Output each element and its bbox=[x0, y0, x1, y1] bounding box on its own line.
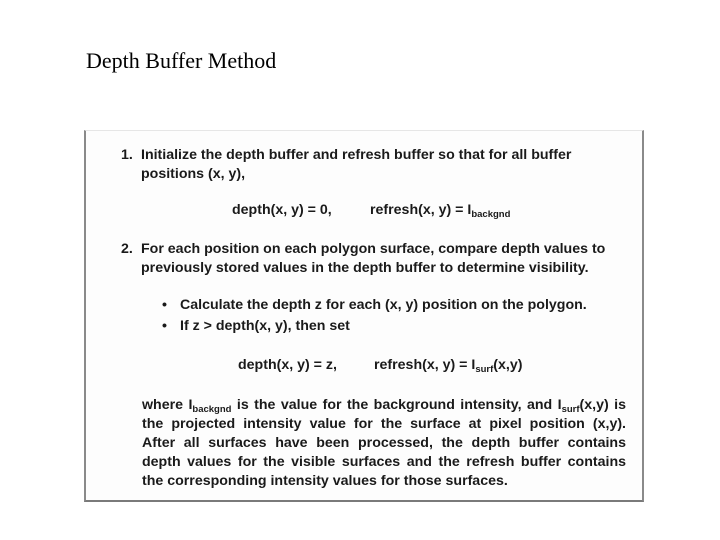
step-2-refresh-suffix: (x,y) bbox=[493, 357, 523, 373]
step-2-refresh-prefix: refresh(x, y) = I bbox=[374, 357, 476, 373]
bullet-dot-icon: • bbox=[162, 297, 167, 313]
step-1-equation-depth: depth(x, y) = 0, bbox=[232, 202, 332, 218]
step-2-bullet-1 bbox=[162, 297, 587, 313]
step-1-text: Initialize the depth buffer and refresh buffer so that for all buffer positions (x, y), bbox=[141, 147, 572, 182]
where-paragraph bbox=[142, 396, 626, 491]
step-2-number: 2. bbox=[121, 241, 133, 257]
slide-title: Depth Buffer Method bbox=[86, 48, 277, 73]
step-1 bbox=[121, 146, 631, 186]
step-2 bbox=[121, 240, 631, 280]
step-2-refresh-subscript: surf bbox=[475, 364, 494, 375]
step-1-number: 1. bbox=[121, 147, 133, 163]
step-2-bullet-1-text: Calculate the depth z for each (x, y) position on the polygon. bbox=[180, 297, 587, 313]
step-2-equation-refresh bbox=[374, 357, 522, 375]
step-1-refresh-subscript: backgnd bbox=[471, 209, 511, 220]
step-2-bullet-2 bbox=[162, 318, 350, 334]
step-1-equation-refresh bbox=[370, 202, 510, 220]
where-paragraph-line-4: depth values for the visible surfaces and the refresh buffer contains bbox=[142, 454, 626, 470]
step-2-bullet-2-text: If z > depth(x, y), then set bbox=[180, 318, 350, 334]
step-1-refresh-prefix: refresh(x, y) = I bbox=[370, 202, 472, 218]
where-paragraph-line-2: the projected intensity value for the surface at pixel position (x,y). bbox=[142, 416, 626, 432]
bullet-dot-icon: • bbox=[162, 318, 167, 334]
where-paragraph-line-3: After all surfaces have been processed, the depth buffer contains bbox=[142, 435, 626, 451]
step-2-text: For each position on each polygon surface, compare depth values to previously stored values in the depth buffer to determine visibility. bbox=[141, 241, 606, 276]
step-2-equation-depth: depth(x, y) = z, bbox=[238, 357, 337, 373]
where-paragraph-line-5: the corresponding intensity values for those surfaces. bbox=[142, 473, 508, 489]
where-paragraph-line-1: where $I_{backgnd}$ is the value for the background intensity, and $I_{surf}(x,y)$ is bbox=[142, 397, 626, 415]
